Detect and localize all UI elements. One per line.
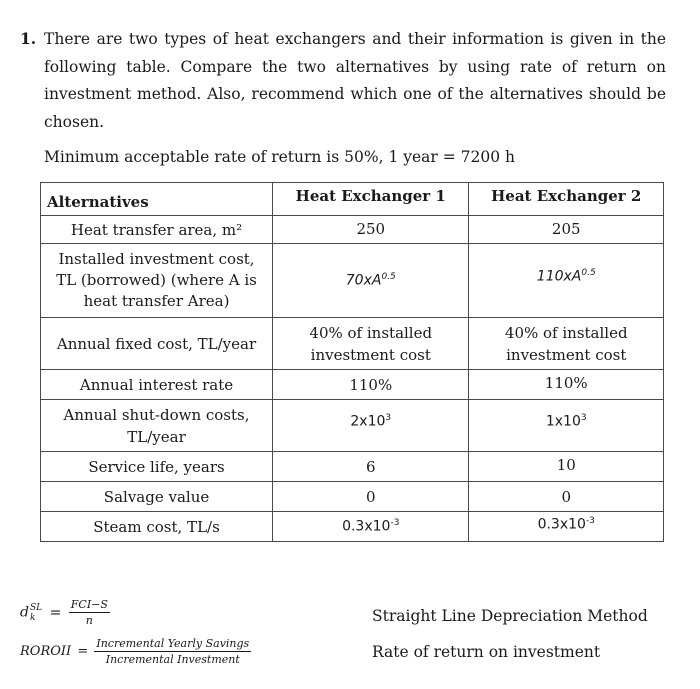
roi-equals: = bbox=[77, 644, 89, 659]
depreciation-denominator: n bbox=[85, 614, 93, 627]
hx1-base: 0.3x10 bbox=[342, 518, 391, 535]
depreciation-formula bbox=[20, 598, 110, 627]
row-label-line: TL/year bbox=[127, 427, 186, 446]
depreciation-sup: SL bbox=[29, 602, 43, 613]
depreciation-equals: = bbox=[49, 604, 62, 621]
question-line: investment method. Also, recommend which one of the alternatives should be bbox=[44, 85, 666, 103]
hx2-exponent: -3 bbox=[585, 516, 595, 526]
hx1-value: 110% bbox=[273, 370, 469, 400]
hx1-value bbox=[273, 400, 469, 452]
hx1-line: investment cost bbox=[310, 345, 431, 364]
hx2-value: 10 bbox=[469, 452, 664, 482]
hx1-value bbox=[273, 244, 469, 318]
hx1-line: 40% of installed bbox=[309, 323, 433, 342]
hx1-exponent: -3 bbox=[390, 518, 400, 529]
row-label-line: Installed investment cost, bbox=[58, 250, 255, 268]
heat-exchanger-table bbox=[40, 182, 664, 542]
row-label: Salvage value bbox=[41, 482, 273, 512]
hx2-value: 110% bbox=[469, 370, 664, 400]
hx1-value bbox=[273, 512, 469, 542]
row-label: Service life, years bbox=[41, 452, 273, 482]
header-alternatives: Alternatives bbox=[41, 183, 273, 216]
hx1-value bbox=[273, 318, 469, 370]
question-number: 1. bbox=[20, 29, 37, 48]
row-label-line: TL (borrowed) (where A is bbox=[56, 271, 257, 289]
table-row bbox=[41, 452, 664, 482]
row-label: Heat transfer area, m² bbox=[41, 216, 273, 244]
hx2-value: 0 bbox=[469, 482, 664, 512]
depreciation-lhs: d bbox=[20, 604, 29, 621]
marr-statement: Minimum acceptable rate of return is 50%, 1 year = 7200 h bbox=[44, 148, 516, 166]
table-row bbox=[41, 370, 664, 400]
depreciation-sub: k bbox=[29, 612, 36, 623]
table-row bbox=[41, 512, 664, 542]
roi-description: Rate of return on investment bbox=[372, 643, 601, 661]
header-hx1: Heat Exchanger 1 bbox=[273, 183, 469, 216]
row-label: Annual interest rate bbox=[41, 370, 273, 400]
roi-formula bbox=[20, 637, 251, 666]
hx2-base: 1x10 bbox=[545, 413, 581, 430]
hx2-value bbox=[469, 512, 664, 542]
table-row bbox=[41, 244, 664, 318]
hx2-value: 205 bbox=[469, 216, 664, 244]
hx2-base: 110xA bbox=[536, 268, 582, 285]
question-line: following table. Compare the two alternatives by using rate of return on bbox=[44, 57, 666, 76]
hx1-exponent: 3 bbox=[385, 413, 392, 424]
hx1-value: 0 bbox=[273, 482, 469, 512]
roi-lhs: ROROII bbox=[20, 644, 72, 659]
hx2-value bbox=[469, 400, 664, 452]
hx2-line: 40% of installed bbox=[504, 324, 628, 342]
roi-numerator: Incremental Yearly Savings bbox=[96, 637, 250, 650]
hx2-value bbox=[469, 244, 664, 318]
table-header-row bbox=[41, 183, 664, 216]
roi-denominator: Incremental Investment bbox=[105, 653, 240, 666]
hx2-exponent: 0.5 bbox=[581, 268, 596, 279]
hx2-line: investment cost bbox=[506, 346, 627, 364]
question-line: chosen. bbox=[44, 112, 105, 131]
roi-fraction bbox=[94, 637, 251, 666]
hx1-base: 2x10 bbox=[350, 413, 386, 430]
hx1-exponent: 0.5 bbox=[381, 272, 396, 283]
row-label bbox=[41, 244, 273, 318]
table-row bbox=[41, 400, 664, 452]
hx2-base: 0.3x10 bbox=[537, 516, 586, 533]
row-label: Annual fixed cost, TL/year bbox=[41, 318, 273, 370]
hx1-value: 6 bbox=[273, 452, 469, 482]
question-text bbox=[44, 26, 666, 136]
table-row bbox=[41, 482, 664, 512]
table-row bbox=[41, 318, 664, 370]
hx2-value bbox=[469, 318, 664, 370]
depreciation-description: Straight Line Depreciation Method bbox=[372, 607, 648, 625]
hx1-value: 250 bbox=[273, 216, 469, 244]
table-row bbox=[41, 216, 664, 244]
row-label-line: Annual shut-down costs, bbox=[63, 405, 250, 424]
row-label bbox=[41, 400, 273, 452]
row-label-line: heat transfer Area) bbox=[83, 292, 230, 310]
hx2-exponent: 3 bbox=[580, 413, 587, 424]
header-hx2: Heat Exchanger 2 bbox=[469, 183, 664, 216]
depreciation-numerator: FCI−S bbox=[70, 598, 108, 611]
row-label: Steam cost, TL/s bbox=[41, 512, 273, 542]
hx1-base: 70xA bbox=[345, 272, 382, 289]
depreciation-fraction bbox=[69, 598, 110, 627]
question-line: There are two types of heat exchangers and their information is given in the bbox=[44, 30, 666, 48]
